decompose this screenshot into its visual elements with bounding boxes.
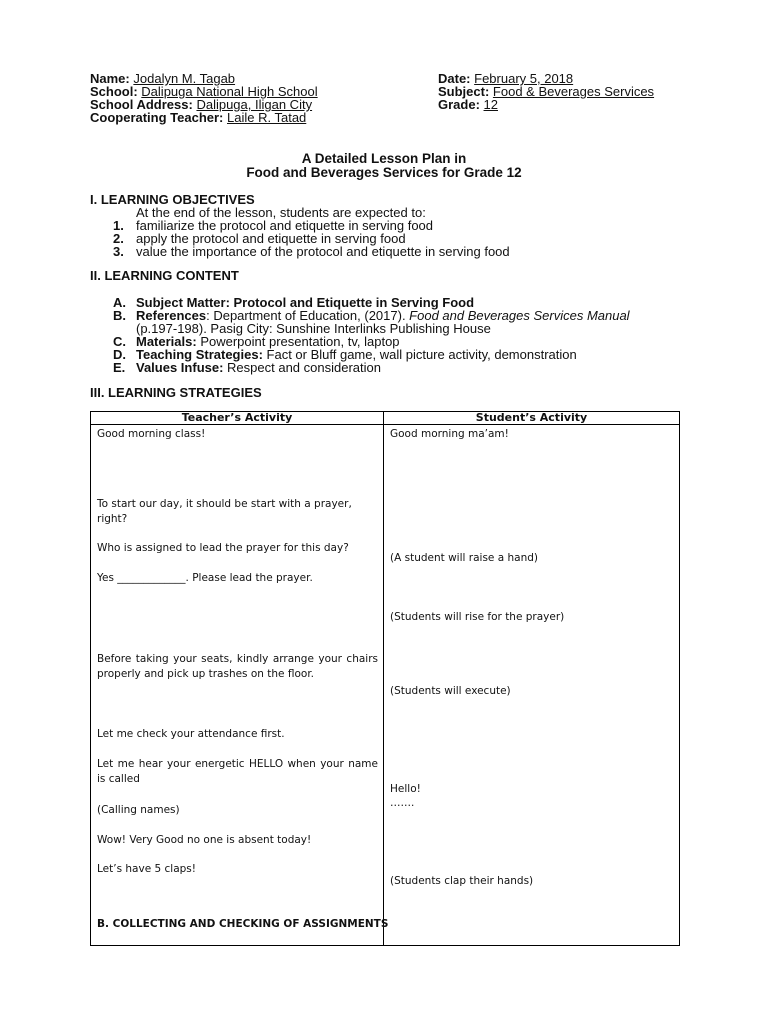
student-activity-header: Student’s Activity	[384, 412, 680, 425]
objective-number: 2.	[113, 231, 124, 246]
teacher-line: Yes _____________. Please lead the prayer.	[97, 572, 313, 584]
content-letter: D.	[113, 347, 126, 362]
grade-line	[438, 97, 498, 112]
teacher-line: Who is assigned to lead the prayer for this day?	[97, 542, 349, 554]
school-value: Dalipuga National High School	[141, 84, 318, 99]
teaching-strategies-label: Teaching Strategies:	[136, 347, 263, 362]
address-value: Dalipuga, Iligan City	[196, 97, 313, 112]
document-title-line2: Food and Beverages Services for Grade 12	[246, 165, 522, 180]
student-line: Good morning ma’am!	[390, 428, 509, 440]
references-continued: (p.197-198). Pasig City: Sunshine Interlinks Publishing House	[136, 321, 491, 336]
teacher-line	[90, 110, 306, 125]
objective-item: apply the protocol and etiquette in serving food	[136, 231, 406, 246]
name-label: Name:	[90, 71, 130, 86]
student-line: (Students will execute)	[390, 685, 511, 697]
teacher-line: Good morning class!	[97, 428, 206, 440]
content-letter: A.	[113, 295, 126, 310]
teacher-line: Let me check your attendance first.	[97, 728, 285, 740]
subject-label: Subject:	[438, 84, 490, 99]
date-label: Date:	[438, 71, 471, 86]
materials-label: Materials:	[136, 334, 197, 349]
content-heading: II. LEARNING CONTENT	[90, 268, 239, 283]
objectives-intro: At the end of the lesson, students are expected to:	[136, 205, 426, 220]
grade-value: 12	[483, 97, 498, 112]
learning-strategies-table	[90, 411, 680, 946]
document-title-line1: A Detailed Lesson Plan in	[301, 151, 467, 166]
content-letter: B.	[113, 308, 126, 323]
school-label: School:	[90, 84, 138, 99]
objectives-heading: I. LEARNING OBJECTIVES	[90, 192, 255, 207]
date-value: February 5, 2018	[474, 71, 574, 86]
values-infuse-label: Values Infuse:	[136, 360, 224, 375]
grade-label: Grade:	[438, 97, 480, 112]
objective-number: 1.	[113, 218, 124, 233]
objective-number: 3.	[113, 244, 124, 259]
teacher-line: Let’s have 5 claps!	[97, 863, 196, 875]
subject-matter-label: Subject Matter: Protocol and Etiquette in Serving Food	[136, 295, 475, 310]
references-book-title: Food and Beverages Services Manual	[409, 308, 630, 323]
materials-text: Powerpoint presentation, tv, laptop	[196, 334, 400, 349]
objective-item: familiarize the protocol and etiquette in serving food	[136, 218, 434, 233]
content-letter: E.	[113, 360, 126, 375]
objective-item: value the importance of the protocol and etiquette in serving food	[136, 244, 510, 259]
name-value: Jodalyn M. Tagab	[133, 71, 236, 86]
teacher-label: Cooperating Teacher:	[90, 110, 224, 125]
references-label: References	[136, 308, 207, 323]
values-infuse-text: Respect and consideration	[223, 360, 381, 375]
address-label: School Address:	[90, 97, 193, 112]
content-letter: C.	[113, 334, 126, 349]
subject-value: Food & Beverages Services	[492, 84, 655, 99]
teacher-activity-cell	[91, 425, 389, 946]
teacher-activity-header: Teacher’s Activity	[91, 412, 384, 425]
teaching-strategies-text: Fact or Bluff game, wall picture activity, demonstration	[262, 347, 577, 362]
teacher-line: Before taking your seats, kindly arrange your chairs properly and pick up trashes on the floor.	[97, 653, 378, 680]
teacher-line: Let me hear your energetic HELLO when your name is called	[97, 758, 378, 785]
teacher-line: (Calling names)	[97, 804, 180, 816]
values-infuse	[136, 360, 381, 375]
teacher-line: Wow! Very Good no one is absent today!	[97, 834, 312, 846]
teacher-value: Laile R. Tatad	[227, 110, 307, 125]
strategies-heading: III. LEARNING STRATEGIES	[90, 385, 262, 400]
student-line: (Students clap their hands)	[390, 875, 534, 887]
teacher-line: To start our day, it should be start with a prayer, right?	[97, 498, 352, 525]
student-line: (Students will rise for the prayer)	[390, 611, 565, 623]
student-line: Hello!	[390, 783, 421, 795]
teacher-line: B. COLLECTING AND CHECKING OF ASSIGNMENTS	[97, 918, 389, 930]
student-line: …….	[390, 797, 415, 809]
references-text: : Department of Education, (2017).	[206, 308, 410, 323]
student-line: (A student will raise a hand)	[390, 552, 538, 564]
student-activity-cell	[384, 425, 680, 946]
